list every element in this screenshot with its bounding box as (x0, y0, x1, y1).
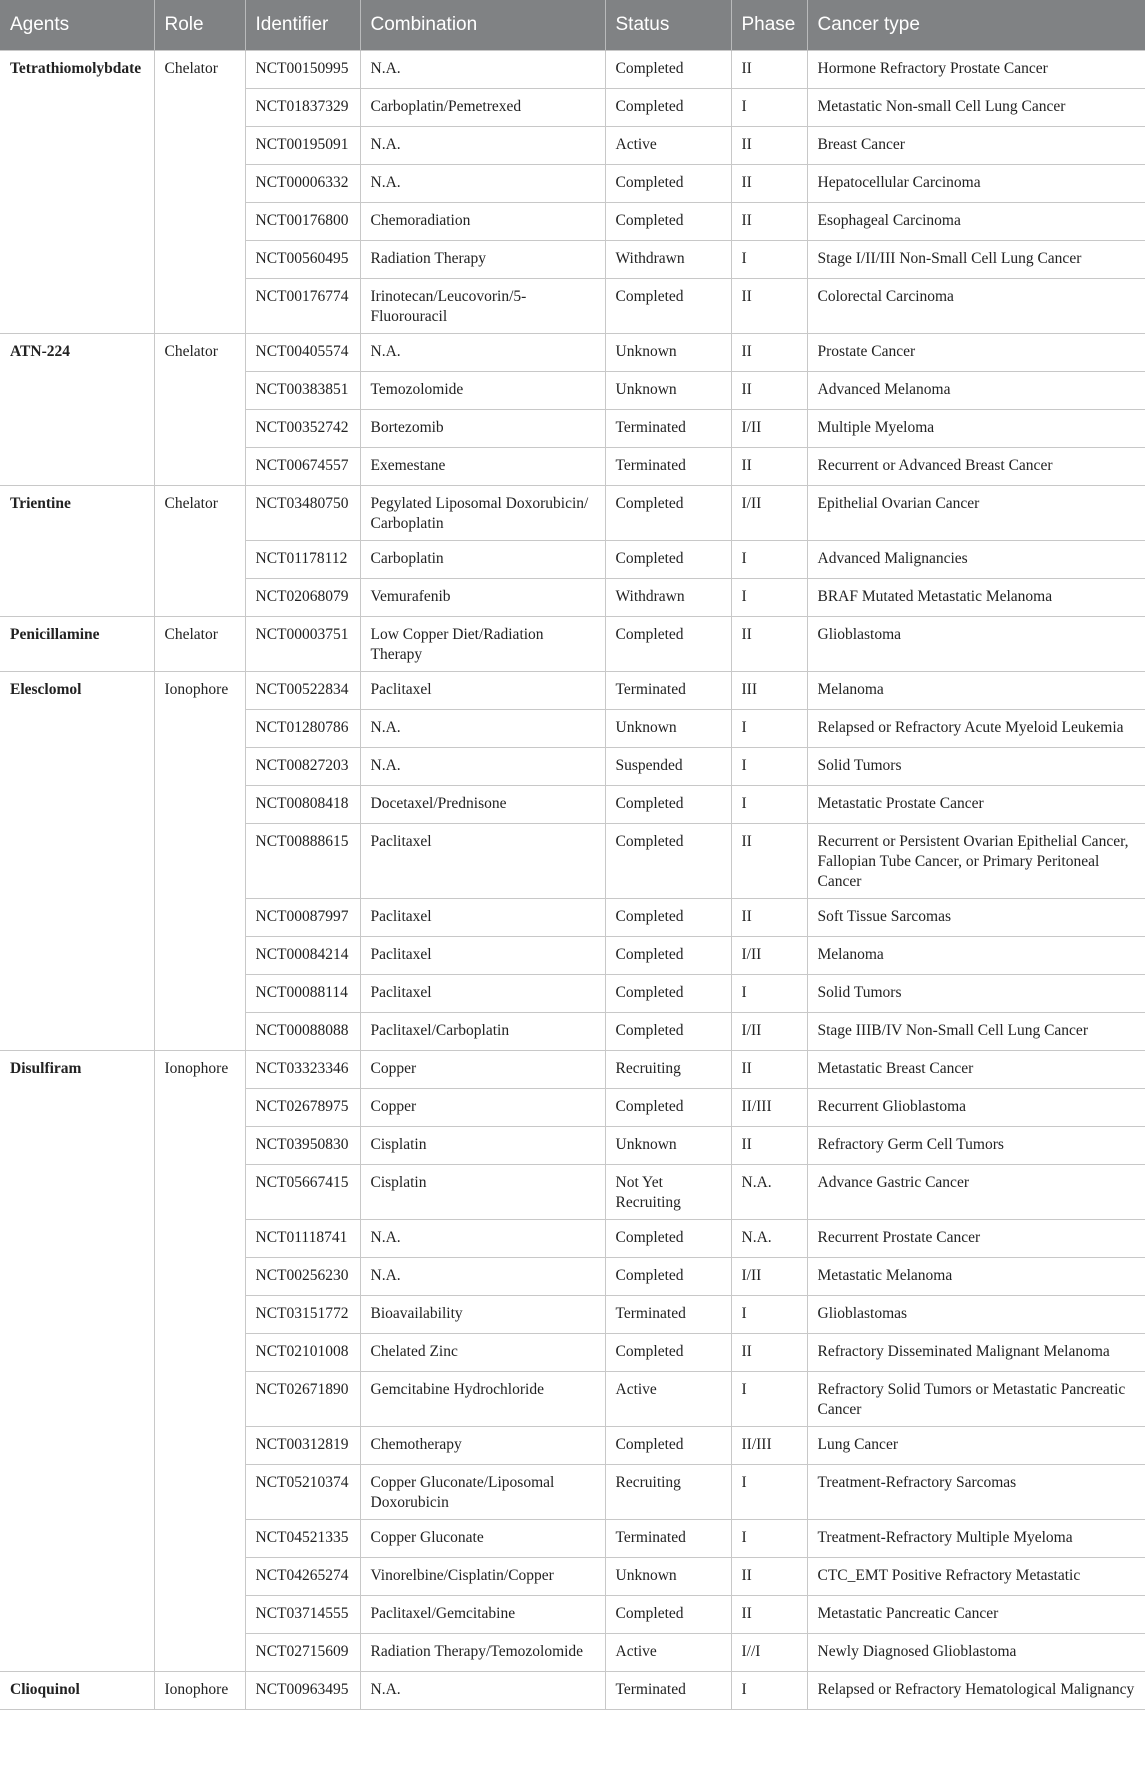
status-cell: Completed (605, 936, 731, 974)
status-cell: Completed (605, 485, 731, 540)
cancer-type-cell: Recurrent or Advanced Breast Cancer (807, 447, 1145, 485)
combination-cell: Radiation Therapy (360, 240, 605, 278)
phase-cell: I (731, 709, 807, 747)
combination-cell: Docetaxel/Prednisone (360, 785, 605, 823)
cancer-type-cell: Solid Tumors (807, 974, 1145, 1012)
combination-cell: N.A. (360, 126, 605, 164)
phase-cell: I/II (731, 1257, 807, 1295)
combination-cell: Temozolomide (360, 371, 605, 409)
phase-cell: II (731, 1126, 807, 1164)
identifier-cell: NCT00150995 (245, 50, 360, 88)
combination-cell: Cisplatin (360, 1164, 605, 1219)
combination-cell: Gemcitabine Hydrochloride (360, 1371, 605, 1426)
phase-cell: II (731, 616, 807, 671)
identifier-cell: NCT03950830 (245, 1126, 360, 1164)
header-role: Role (154, 0, 245, 50)
combination-cell: N.A. (360, 1257, 605, 1295)
phase-cell: II (731, 1595, 807, 1633)
cancer-type-cell: Refractory Germ Cell Tumors (807, 1126, 1145, 1164)
cancer-type-cell: Treatment-Refractory Sarcomas (807, 1464, 1145, 1519)
combination-cell: N.A. (360, 50, 605, 88)
cancer-type-cell: Metastatic Pancreatic Cancer (807, 1595, 1145, 1633)
identifier-cell: NCT02671890 (245, 1371, 360, 1426)
phase-cell: II (731, 126, 807, 164)
combination-cell: Paclitaxel (360, 823, 605, 898)
cancer-type-cell: Newly Diagnosed Glioblastoma (807, 1633, 1145, 1671)
status-cell: Unknown (605, 1557, 731, 1595)
phase-cell: I (731, 1671, 807, 1709)
identifier-cell: NCT00088088 (245, 1012, 360, 1050)
identifier-cell: NCT03151772 (245, 1295, 360, 1333)
agent-cell: Elesclomol (0, 671, 154, 1050)
role-cell: Ionophore (154, 1671, 245, 1709)
table-header (0, 0, 1145, 50)
status-cell: Completed (605, 540, 731, 578)
status-cell: Terminated (605, 409, 731, 447)
cancer-type-cell: Metastatic Non-small Cell Lung Cancer (807, 88, 1145, 126)
combination-cell: Copper (360, 1050, 605, 1088)
status-cell: Suspended (605, 747, 731, 785)
combination-cell: Copper Gluconate/Liposomal Doxorubicin (360, 1464, 605, 1519)
identifier-cell: NCT02715609 (245, 1633, 360, 1671)
phase-cell: II (731, 1557, 807, 1595)
header-phase: Phase (731, 0, 807, 50)
cancer-type-cell: Refractory Solid Tumors or Metastatic Pancreatic Cancer (807, 1371, 1145, 1426)
combination-cell: Paclitaxel/Carboplatin (360, 1012, 605, 1050)
table-row (0, 50, 1145, 88)
status-cell: Completed (605, 1426, 731, 1464)
identifier-cell: NCT01118741 (245, 1219, 360, 1257)
identifier-cell: NCT03323346 (245, 1050, 360, 1088)
status-cell: Completed (605, 823, 731, 898)
status-cell: Completed (605, 974, 731, 1012)
identifier-cell: NCT01837329 (245, 88, 360, 126)
status-cell: Active (605, 1371, 731, 1426)
identifier-cell: NCT00256230 (245, 1257, 360, 1295)
phase-cell: II (731, 202, 807, 240)
identifier-cell: NCT00352742 (245, 409, 360, 447)
cancer-type-cell: Colorectal Carcinoma (807, 278, 1145, 333)
combination-cell: N.A. (360, 709, 605, 747)
status-cell: Completed (605, 88, 731, 126)
phase-cell: I (731, 785, 807, 823)
combination-cell: Low Copper Diet/Radiation Therapy (360, 616, 605, 671)
combination-cell: Carboplatin (360, 540, 605, 578)
phase-cell: II (731, 371, 807, 409)
identifier-cell: NCT00006332 (245, 164, 360, 202)
phase-cell: I/II (731, 1012, 807, 1050)
phase-cell: I (731, 578, 807, 616)
status-cell: Completed (605, 898, 731, 936)
identifier-cell: NCT01280786 (245, 709, 360, 747)
combination-cell: Bioavailability (360, 1295, 605, 1333)
combination-cell: N.A. (360, 1219, 605, 1257)
status-cell: Not Yet Recruiting (605, 1164, 731, 1219)
phase-cell: I/II (731, 936, 807, 974)
header-agents: Agents (0, 0, 154, 50)
cancer-type-cell: Metastatic Melanoma (807, 1257, 1145, 1295)
table-row (0, 1671, 1145, 1709)
cancer-type-cell: Stage IIIB/IV Non-Small Cell Lung Cancer (807, 1012, 1145, 1050)
identifier-cell: NCT02678975 (245, 1088, 360, 1126)
identifier-cell: NCT00176774 (245, 278, 360, 333)
status-cell: Completed (605, 164, 731, 202)
header-identifier: Identifier (245, 0, 360, 50)
phase-cell: I (731, 1519, 807, 1557)
cancer-type-cell: Multiple Myeloma (807, 409, 1145, 447)
phase-cell: I (731, 974, 807, 1012)
phase-cell: II/III (731, 1426, 807, 1464)
phase-cell: I (731, 540, 807, 578)
combination-cell: Chemotherapy (360, 1426, 605, 1464)
identifier-cell: NCT00560495 (245, 240, 360, 278)
phase-cell: I (731, 1371, 807, 1426)
status-cell: Completed (605, 1012, 731, 1050)
identifier-cell: NCT00383851 (245, 371, 360, 409)
cancer-type-cell: Hormone Refractory Prostate Cancer (807, 50, 1145, 88)
cancer-type-cell: Prostate Cancer (807, 333, 1145, 371)
table-row (0, 333, 1145, 371)
identifier-cell: NCT00405574 (245, 333, 360, 371)
cancer-type-cell: Metastatic Prostate Cancer (807, 785, 1145, 823)
combination-cell: Copper (360, 1088, 605, 1126)
cancer-type-cell: Esophageal Carcinoma (807, 202, 1145, 240)
table-row (0, 485, 1145, 540)
cancer-type-cell: Refractory Disseminated Malignant Melanoma (807, 1333, 1145, 1371)
identifier-cell: NCT02101008 (245, 1333, 360, 1371)
cancer-type-cell: Relapsed or Refractory Hematological Malignancy (807, 1671, 1145, 1709)
combination-cell: Paclitaxel/Gemcitabine (360, 1595, 605, 1633)
cancer-type-cell: Advance Gastric Cancer (807, 1164, 1145, 1219)
phase-cell: I (731, 240, 807, 278)
status-cell: Withdrawn (605, 240, 731, 278)
identifier-cell: NCT00195091 (245, 126, 360, 164)
status-cell: Completed (605, 1333, 731, 1371)
combination-cell: Exemestane (360, 447, 605, 485)
combination-cell: Carboplatin/Pemetrexed (360, 88, 605, 126)
status-cell: Recruiting (605, 1464, 731, 1519)
cancer-type-cell: Epithelial Ovarian Cancer (807, 485, 1145, 540)
combination-cell: Vinorelbine/Cisplatin/Copper (360, 1557, 605, 1595)
cancer-type-cell: Advanced Malignancies (807, 540, 1145, 578)
identifier-cell: NCT03480750 (245, 485, 360, 540)
status-cell: Terminated (605, 1519, 731, 1557)
status-cell: Terminated (605, 1295, 731, 1333)
identifier-cell: NCT00674557 (245, 447, 360, 485)
status-cell: Terminated (605, 447, 731, 485)
identifier-cell: NCT00312819 (245, 1426, 360, 1464)
phase-cell: II (731, 823, 807, 898)
identifier-cell: NCT03714555 (245, 1595, 360, 1633)
role-cell: Ionophore (154, 671, 245, 1050)
cancer-type-cell: Glioblastomas (807, 1295, 1145, 1333)
phase-cell: I (731, 1295, 807, 1333)
phase-cell: I/II (731, 409, 807, 447)
combination-cell: Paclitaxel (360, 671, 605, 709)
cancer-type-cell: Recurrent or Persistent Ovarian Epithelial Cancer, Fallopian Tube Cancer, or Primary Peritoneal Cancer (807, 823, 1145, 898)
role-cell: Chelator (154, 485, 245, 616)
cancer-type-cell: Solid Tumors (807, 747, 1145, 785)
status-cell: Completed (605, 202, 731, 240)
cancer-type-cell: BRAF Mutated Metastatic Melanoma (807, 578, 1145, 616)
status-cell: Unknown (605, 1126, 731, 1164)
cancer-type-cell: Melanoma (807, 671, 1145, 709)
combination-cell: Cisplatin (360, 1126, 605, 1164)
table-row (0, 671, 1145, 709)
status-cell: Unknown (605, 371, 731, 409)
phase-cell: I (731, 88, 807, 126)
identifier-cell: NCT04521335 (245, 1519, 360, 1557)
phase-cell: II/III (731, 1088, 807, 1126)
header-cancer-type: Cancer type (807, 0, 1145, 50)
phase-cell: II (731, 164, 807, 202)
status-cell: Completed (605, 50, 731, 88)
cancer-type-cell: Hepatocellular Carcinoma (807, 164, 1145, 202)
status-cell: Completed (605, 1088, 731, 1126)
phase-cell: II (731, 50, 807, 88)
cancer-type-cell: Treatment-Refractory Multiple Myeloma (807, 1519, 1145, 1557)
status-cell: Recruiting (605, 1050, 731, 1088)
cancer-type-cell: Soft Tissue Sarcomas (807, 898, 1145, 936)
identifier-cell: NCT05210374 (245, 1464, 360, 1519)
table-body (0, 50, 1145, 1709)
combination-cell: Paclitaxel (360, 898, 605, 936)
combination-cell: Chemoradiation (360, 202, 605, 240)
header-status: Status (605, 0, 731, 50)
phase-cell: II (731, 1050, 807, 1088)
phase-cell: I/II (731, 485, 807, 540)
cancer-type-cell: Breast Cancer (807, 126, 1145, 164)
cancer-type-cell: CTC_EMT Positive Refractory Metastatic (807, 1557, 1145, 1595)
cancer-type-cell: Lung Cancer (807, 1426, 1145, 1464)
phase-cell: II (731, 447, 807, 485)
phase-cell: N.A. (731, 1219, 807, 1257)
identifier-cell: NCT00088114 (245, 974, 360, 1012)
identifier-cell: NCT01178112 (245, 540, 360, 578)
status-cell: Unknown (605, 333, 731, 371)
phase-cell: N.A. (731, 1164, 807, 1219)
combination-cell: N.A. (360, 333, 605, 371)
agent-cell: Disulfiram (0, 1050, 154, 1671)
cancer-type-cell: Metastatic Breast Cancer (807, 1050, 1145, 1088)
cancer-type-cell: Advanced Melanoma (807, 371, 1145, 409)
status-cell: Completed (605, 1219, 731, 1257)
identifier-cell: NCT00888615 (245, 823, 360, 898)
role-cell: Chelator (154, 50, 245, 333)
combination-cell: Copper Gluconate (360, 1519, 605, 1557)
table-row (0, 1050, 1145, 1088)
phase-cell: II (731, 333, 807, 371)
cancer-type-cell: Relapsed or Refractory Acute Myeloid Leukemia (807, 709, 1145, 747)
status-cell: Withdrawn (605, 578, 731, 616)
role-cell: Chelator (154, 333, 245, 485)
cancer-type-cell: Recurrent Glioblastoma (807, 1088, 1145, 1126)
phase-cell: III (731, 671, 807, 709)
identifier-cell: NCT00084214 (245, 936, 360, 974)
header-combination: Combination (360, 0, 605, 50)
agent-cell: Tetrathiomolybdate (0, 50, 154, 333)
identifier-cell: NCT00963495 (245, 1671, 360, 1709)
status-cell: Unknown (605, 709, 731, 747)
agent-cell: Penicillamine (0, 616, 154, 671)
combination-cell: Irinotecan/Leucovorin/5-Fluorouracil (360, 278, 605, 333)
combination-cell: Paclitaxel (360, 974, 605, 1012)
identifier-cell: NCT05667415 (245, 1164, 360, 1219)
status-cell: Completed (605, 1257, 731, 1295)
status-cell: Terminated (605, 1671, 731, 1709)
phase-cell: I (731, 1464, 807, 1519)
combination-cell: N.A. (360, 164, 605, 202)
cancer-type-cell: Melanoma (807, 936, 1145, 974)
status-cell: Active (605, 1633, 731, 1671)
phase-cell: I (731, 747, 807, 785)
role-cell: Chelator (154, 616, 245, 671)
combination-cell: Bortezomib (360, 409, 605, 447)
status-cell: Terminated (605, 671, 731, 709)
combination-cell: Pegylated Liposomal Doxorubicin/ Carboplatin (360, 485, 605, 540)
phase-cell: II (731, 1333, 807, 1371)
table-row (0, 616, 1145, 671)
identifier-cell: NCT04265274 (245, 1557, 360, 1595)
cancer-type-cell: Recurrent Prostate Cancer (807, 1219, 1145, 1257)
combination-cell: N.A. (360, 1671, 605, 1709)
cancer-type-cell: Stage I/II/III Non-Small Cell Lung Cancer (807, 240, 1145, 278)
identifier-cell: NCT00087997 (245, 898, 360, 936)
status-cell: Completed (605, 785, 731, 823)
agent-cell: Clioquinol (0, 1671, 154, 1709)
combination-cell: Vemurafenib (360, 578, 605, 616)
combination-cell: Radiation Therapy/Temozolomide (360, 1633, 605, 1671)
status-cell: Completed (605, 1595, 731, 1633)
role-cell: Ionophore (154, 1050, 245, 1671)
identifier-cell: NCT00808418 (245, 785, 360, 823)
status-cell: Active (605, 126, 731, 164)
combination-cell: N.A. (360, 747, 605, 785)
identifier-cell: NCT00176800 (245, 202, 360, 240)
phase-cell: II (731, 278, 807, 333)
combination-cell: Paclitaxel (360, 936, 605, 974)
header-row (0, 0, 1145, 50)
identifier-cell: NCT00522834 (245, 671, 360, 709)
status-cell: Completed (605, 616, 731, 671)
identifier-cell: NCT00827203 (245, 747, 360, 785)
agent-cell: ATN-224 (0, 333, 154, 485)
agent-cell: Trientine (0, 485, 154, 616)
cancer-type-cell: Glioblastoma (807, 616, 1145, 671)
phase-cell: II (731, 898, 807, 936)
phase-cell: I//I (731, 1633, 807, 1671)
identifier-cell: NCT02068079 (245, 578, 360, 616)
status-cell: Completed (605, 278, 731, 333)
combination-cell: Chelated Zinc (360, 1333, 605, 1371)
identifier-cell: NCT00003751 (245, 616, 360, 671)
